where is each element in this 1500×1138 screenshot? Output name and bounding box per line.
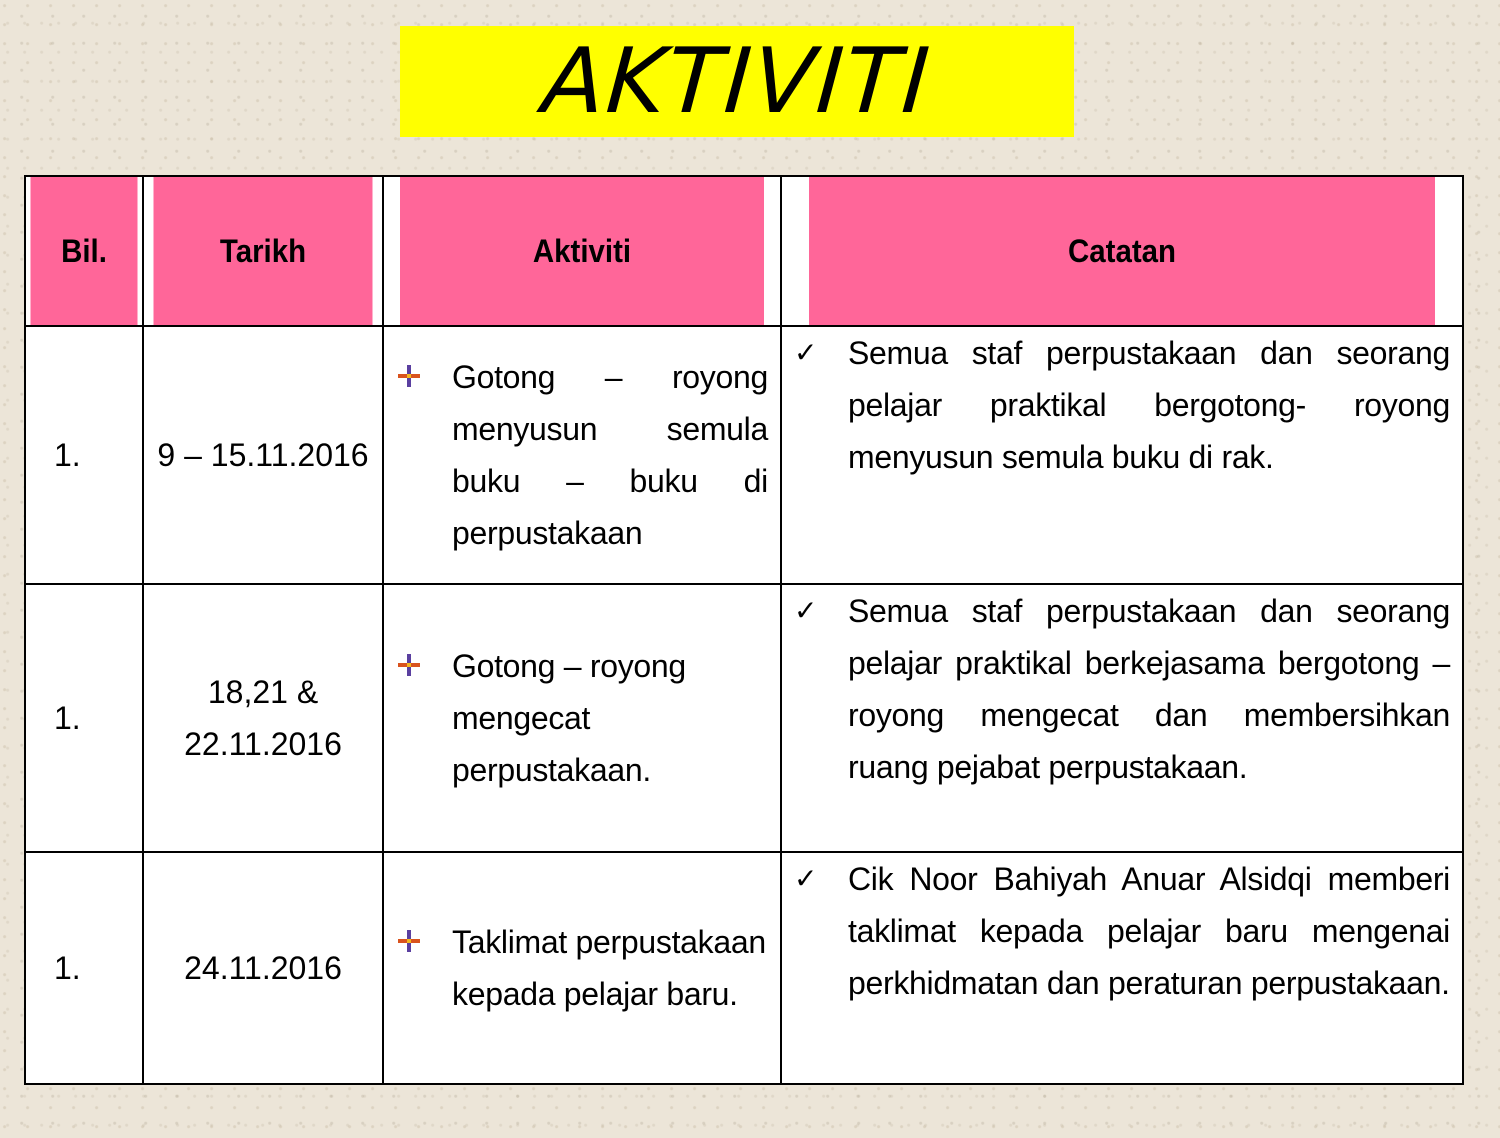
aktiviti-item [384,640,780,796]
catatan-text: Semua staf perpustakaan dan seorang pelajar praktikal bergotong- royong menyusun semula buku di rak. [848,335,1450,475]
aktiviti-text: Gotong – royong mengecat perpustakaan. [452,648,686,788]
four-point-star-bullet-icon [396,652,422,678]
tarikh-cell: 9 – 15.11.2016 [143,326,383,584]
catatan-text: Semua staf perpustakaan dan seorang pelajar praktikal berkejasama bergotong – royong mengecat dan membersihkan ruang pejabat perpustakaan. [848,593,1450,785]
catatan-cell [781,326,1463,584]
bil-cell: 1. [25,584,143,852]
aktiviti-text: Gotong – royong menyusun semula buku – buku di perpustakaan [452,359,768,551]
aktiviti-text: Taklimat perpustakaan kepada pelajar baru. [452,924,766,1012]
header-bil: Bil. [30,176,139,326]
four-point-star-bullet-icon [396,363,422,389]
aktiviti-cell [383,584,781,852]
header-tarikh: Tarikh [153,176,374,326]
title-banner [400,26,1074,137]
catatan-item [782,327,1462,483]
header-aktiviti: Aktiviti [399,176,765,326]
page-title: AKTIVITI [539,28,935,134]
catatan-item [782,585,1462,793]
table-row [25,852,1463,1084]
aktiviti-cell [383,852,781,1084]
catatan-cell [781,852,1463,1084]
catatan-cell [781,584,1463,852]
check-mark-icon: ✓ [794,862,818,895]
table-row [25,326,1463,584]
check-mark-icon: ✓ [794,336,818,369]
catatan-item [782,853,1462,1009]
four-point-star-bullet-icon [396,928,422,954]
table-header-row [25,176,1463,326]
bil-cell: 1. [25,326,143,584]
aktiviti-item [384,351,780,559]
aktiviti-cell [383,326,781,584]
tarikh-cell: 24.11.2016 [143,852,383,1084]
catatan-text: Cik Noor Bahiyah Anuar Alsidqi memberi taklimat kepada pelajar baru mengenai perkhidmatan dan peraturan perpustakaan. [848,861,1450,1001]
table-row [25,584,1463,852]
aktiviti-item [384,916,780,1020]
bil-cell: 1. [25,852,143,1084]
check-mark-icon: ✓ [794,594,818,627]
tarikh-cell: 18,21 & 22.11.2016 [143,584,383,852]
header-catatan: Catatan [808,176,1435,326]
activity-table [24,175,1464,1085]
